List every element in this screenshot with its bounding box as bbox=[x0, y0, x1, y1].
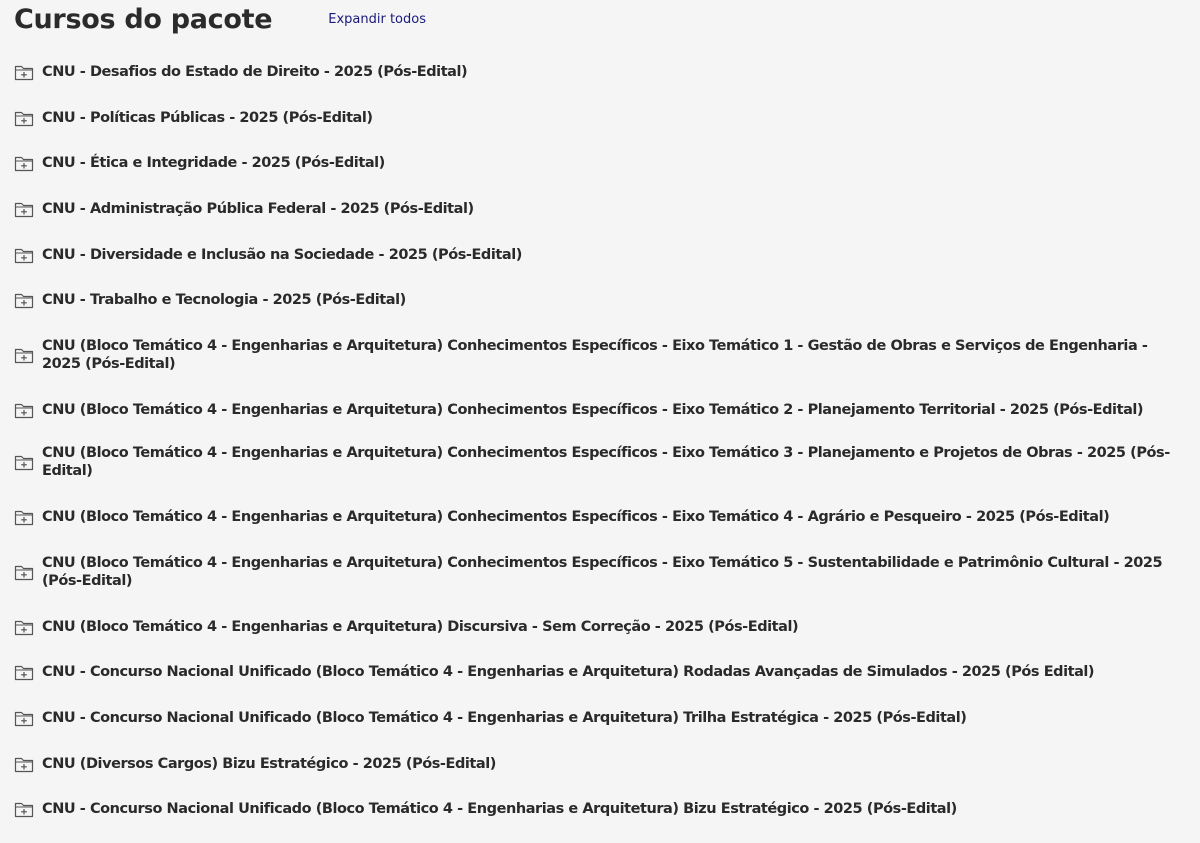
course-item[interactable] bbox=[14, 154, 1184, 172]
course-title: CNU (Bloco Temático 4 - Engenharias e Arquitetura) Conhecimentos Específicos - Eixo Temático 3 - Planejamento e Projetos de Obras - 2025 (Pós-Edital) bbox=[42, 445, 1170, 479]
folder-plus-icon[interactable] bbox=[14, 292, 34, 309]
course-title: CNU - Políticas Públicas - 2025 (Pós-Edital) bbox=[42, 110, 373, 126]
course-item[interactable] bbox=[14, 663, 1184, 681]
course-item[interactable] bbox=[14, 63, 1184, 81]
course-title: CNU - Concurso Nacional Unificado (Bloco Temático 4 - Engenharias e Arquitetura) Bizu Estratégico - 2025 (Pós-Edital) bbox=[42, 801, 957, 817]
folder-plus-icon[interactable] bbox=[14, 201, 34, 218]
folder-plus-icon[interactable] bbox=[14, 664, 34, 681]
course-title: CNU (Bloco Temático 4 - Engenharias e Arquitetura) Conhecimentos Específicos - Eixo Temático 5 - Sustentabilidade e Patrimônio Cultural - 2025 (Pós-Edital) bbox=[42, 555, 1163, 589]
folder-plus-icon[interactable] bbox=[14, 402, 34, 419]
folder-plus-icon[interactable] bbox=[14, 756, 34, 773]
folder-plus-icon[interactable] bbox=[14, 564, 34, 581]
course-title: CNU (Bloco Temático 4 - Engenharias e Arquitetura) Conhecimentos Específicos - Eixo Temático 4 - Agrário e Pesqueiro - 2025 (Pós-Edital) bbox=[42, 509, 1110, 525]
folder-plus-icon[interactable] bbox=[14, 509, 34, 526]
course-item[interactable] bbox=[14, 444, 1184, 480]
course-item[interactable] bbox=[14, 508, 1184, 526]
page-title: Cursos do pacote bbox=[14, 4, 273, 35]
course-title: CNU - Concurso Nacional Unificado (Bloco Temático 4 - Engenharias e Arquitetura) Rodadas Avançadas de Simulados - 2025 (Pós Edital) bbox=[42, 664, 1095, 680]
folder-plus-icon[interactable] bbox=[14, 110, 34, 127]
course-item[interactable] bbox=[14, 337, 1184, 373]
course-title: CNU - Diversidade e Inclusão na Sociedade - 2025 (Pós-Edital) bbox=[42, 247, 522, 263]
course-title: CNU - Desafios do Estado de Direito - 2025 (Pós-Edital) bbox=[42, 64, 468, 80]
folder-plus-icon[interactable] bbox=[14, 710, 34, 727]
folder-plus-icon[interactable] bbox=[14, 247, 34, 264]
course-title: CNU - Ética e Integridade - 2025 (Pós-Edital) bbox=[42, 155, 385, 171]
folder-plus-icon[interactable] bbox=[14, 155, 34, 172]
course-item[interactable] bbox=[14, 200, 1184, 218]
folder-plus-icon[interactable] bbox=[14, 347, 34, 364]
course-item[interactable] bbox=[14, 709, 1184, 727]
folder-plus-icon[interactable] bbox=[14, 801, 34, 818]
course-title: CNU - Concurso Nacional Unificado (Bloco Temático 4 - Engenharias e Arquitetura) Trilha Estratégica - 2025 (Pós-Edital) bbox=[42, 710, 967, 726]
folder-plus-icon[interactable] bbox=[14, 619, 34, 636]
course-item[interactable] bbox=[14, 401, 1184, 419]
section-header bbox=[14, 4, 426, 35]
folder-plus-icon[interactable] bbox=[14, 454, 34, 471]
course-title: CNU - Administração Pública Federal - 2025 (Pós-Edital) bbox=[42, 201, 474, 217]
course-title: CNU - Trabalho e Tecnologia - 2025 (Pós-Edital) bbox=[42, 292, 406, 308]
expand-all-link[interactable]: Expandir todos bbox=[328, 12, 426, 27]
course-title: CNU (Bloco Temático 4 - Engenharias e Arquitetura) Conhecimentos Específicos - Eixo Temático 2 - Planejamento Territorial - 2025 (Pós-Edital) bbox=[42, 402, 1144, 418]
course-item[interactable] bbox=[14, 618, 1184, 636]
course-item[interactable] bbox=[14, 109, 1184, 127]
course-item[interactable] bbox=[14, 554, 1184, 590]
course-title: CNU (Bloco Temático 4 - Engenharias e Arquitetura) Discursiva - Sem Correção - 2025 (Pós-Edital) bbox=[42, 619, 799, 635]
course-title: CNU (Bloco Temático 4 - Engenharias e Arquitetura) Conhecimentos Específicos - Eixo Temático 1 - Gestão de Obras e Serviços de Engenharia - 2025 (Pós-Edital) bbox=[42, 338, 1148, 372]
course-item[interactable] bbox=[14, 755, 1184, 773]
course-title: CNU (Diversos Cargos) Bizu Estratégico - 2025 (Pós-Edital) bbox=[42, 756, 496, 772]
course-item[interactable] bbox=[14, 800, 1184, 818]
course-item[interactable] bbox=[14, 246, 1184, 264]
folder-plus-icon[interactable] bbox=[14, 64, 34, 81]
course-item[interactable] bbox=[14, 291, 1184, 309]
